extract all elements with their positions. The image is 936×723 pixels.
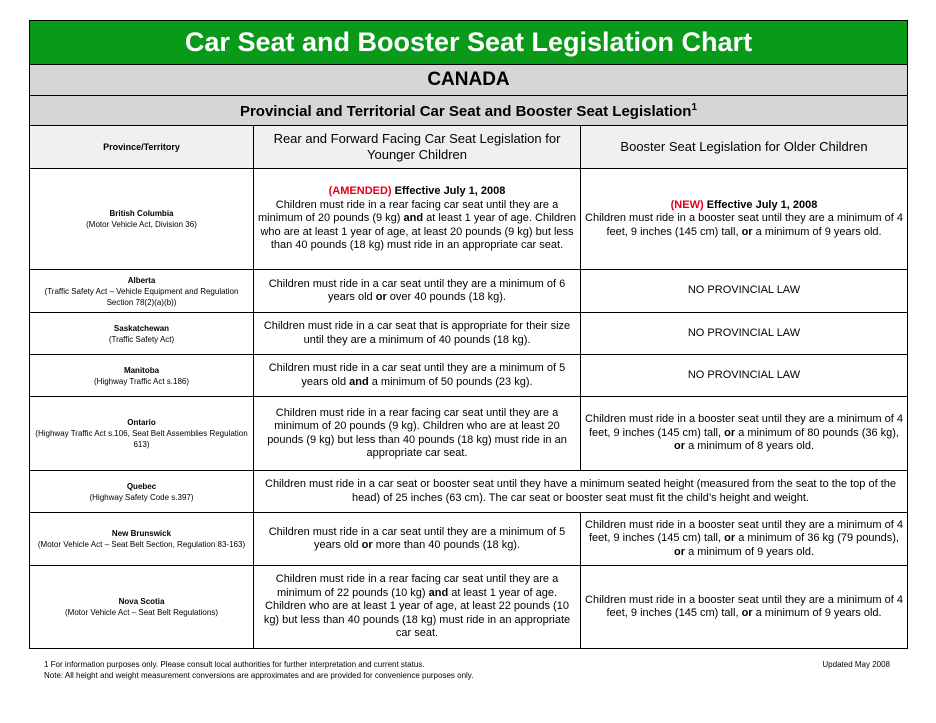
car-seat-text: Children must ride in a rear facing car seat until they are a minimum of 20 pounds (9 kg): [258, 198, 559, 225]
effective-date: Effective July 1, 2008: [706, 198, 818, 211]
province-act: (Highway Traffic Act s.106, Seat Belt Assemblies Regulation 613): [35, 429, 248, 449]
province-cell: [30, 471, 254, 513]
booster-cell: [581, 513, 908, 566]
header-booster: Booster Seat Legislation for Older Children: [581, 126, 908, 169]
booster-text: a minimum of 36 kg (79 pounds),: [738, 532, 899, 545]
car-seat-text: a minimum of 50 pounds (23 kg).: [371, 375, 533, 388]
booster-or: or: [674, 440, 685, 453]
subtitle-text: Provincial and Territorial Car Seat and Booster Seat Legislation: [239, 102, 692, 120]
booster-or: or: [724, 532, 736, 545]
booster-or: or: [741, 607, 753, 619]
province-act: (Motor Vehicle Act, Division 36): [86, 220, 197, 229]
province-cell: [30, 397, 254, 471]
car-seat-cell: Children must ride in a rear facing car seat until they are a minimum of 20 pounds (9 kg). Children who are at least 20 pounds (9 kg) but less than 40 pounds (18 kg) must ride in an appropriate car seat.: [254, 397, 581, 471]
row-new-brunswick: [30, 513, 908, 566]
province-act: (Highway Traffic Act s.186): [94, 376, 189, 386]
legislation-table: [29, 20, 908, 649]
country-row: [30, 65, 908, 96]
car-seat-cell: Children must ride in a car seat that is appropriate for their size until they are a minimum of 40 pounds (18 kg).: [254, 313, 581, 355]
province-name: Ontario: [127, 418, 156, 427]
chart-title: Car Seat and Booster Seat Legislation Chart: [30, 21, 908, 65]
booster-text: a minimum of 9 years old.: [688, 545, 814, 558]
province-act: (Motor Vehicle Act – Seat Belt Section, Regulation 83-163): [37, 540, 246, 549]
title-row: [30, 21, 908, 65]
province-name: New Brunswick: [111, 529, 172, 538]
province-cell: [30, 169, 254, 270]
row-ontario: [30, 397, 908, 471]
car-seat-and: and: [428, 586, 449, 599]
booster-cell: [581, 169, 908, 270]
booster-text: a minimum of 80 pounds (36 kg),: [738, 426, 899, 439]
car-seat-text: at least 1 year of age. Children who are at least 1 year of age, at least 20 pounds (9 kg) but less than 40 pounds (18 kg) must ride in an appropriate car seat.: [260, 212, 576, 252]
booster-text: Children must ride in a booster seat until they are a minimum of 4 feet, 9 inches (145 cm) tall,: [585, 518, 903, 545]
new-tag: (NEW): [670, 198, 704, 211]
updated-date: Updated May 2008: [822, 660, 890, 669]
car-seat-text: over 40 pounds (18 kg).: [389, 291, 506, 303]
row-nova-scotia: [30, 566, 908, 649]
car-seat-and: and: [349, 375, 369, 388]
province-cell: [30, 566, 254, 649]
car-seat-text: more than 40 pounds (18 kg).: [375, 539, 521, 551]
car-seat-text: Children must ride in a car seat until they are a minimum of 5 years old: [268, 362, 566, 388]
car-seat-cell: [254, 270, 581, 313]
car-seat-text: Children must ride in a rear facing car seat until they are a minimum of 22 pounds (10 kg): [275, 573, 559, 599]
province-act: (Motor Vehicle Act – Seat Belt Regulations): [65, 608, 218, 617]
footnote-note: Note: All height and weight measurement conversions are approximates and are provided for convenience purposes only.: [44, 671, 474, 680]
booster-cell: [581, 566, 908, 649]
province-cell: [30, 513, 254, 566]
booster-cell: NO PROVINCIAL LAW: [581, 270, 908, 313]
province-cell: [30, 313, 254, 355]
province-cell: [30, 270, 254, 313]
row-alberta: [30, 270, 908, 313]
car-seat-cell: [254, 513, 581, 566]
car-seat-text: at least 1 year of age. Children who are at least 1 year of age, at least 22 pounds (10 kg) but less than 40 pounds (18 kg) must ride in an appropriate car seat.: [263, 586, 571, 640]
effective-date: Effective July 1, 2008: [394, 185, 506, 198]
booster-cell: NO PROVINCIAL LAW: [581, 313, 908, 355]
country-heading: CANADA: [30, 65, 908, 96]
car-seat-text: Children must ride in a car seat until they are a minimum of 5 years old: [268, 525, 566, 551]
footer-notes: [44, 659, 890, 681]
booster-text: a minimum of 9 years old.: [755, 225, 882, 238]
amended-tag: (AMENDED): [328, 185, 392, 198]
province-name: Quebec: [126, 481, 157, 491]
booster-text: a minimum of 8 years old.: [688, 440, 814, 453]
column-header-row: [30, 126, 908, 169]
subtitle-row: [30, 96, 908, 126]
subtitle-footnote-mark: 1: [691, 101, 698, 113]
combined-law-cell: Children must ride in a car seat or booster seat until they have a minimum seated height (measured from the seat to the top of the head) of 25 inches (63 cm). The car seat or booster seat must fit the child’s height and weight.: [254, 471, 908, 513]
booster-text: Children must ride in a booster seat until they are a minimum of 4 feet, 9 inches (145 cm) tall,: [585, 212, 903, 238]
car-seat-cell: [254, 169, 581, 270]
row-saskatchewan: [30, 313, 908, 355]
car-seat-cell: [254, 566, 581, 649]
row-quebec: [30, 471, 908, 513]
booster-cell: [581, 397, 908, 471]
province-name: Nova Scotia: [118, 597, 165, 606]
province-act: (Traffic Safety Act): [108, 334, 175, 344]
car-seat-and: and: [403, 212, 424, 225]
header-car-seat: Rear and Forward Facing Car Seat Legislation for Younger Children: [254, 126, 581, 169]
province-cell: [30, 355, 254, 397]
province-name: British Columbia: [109, 209, 174, 218]
car-seat-or: or: [361, 539, 373, 551]
booster-text: a minimum of 9 years old.: [755, 607, 882, 619]
province-act: (Traffic Safety Act – Vehicle Equipment and Regulation Section 78(2)(a)(b)): [44, 286, 239, 307]
car-seat-text: Children must ride in a car seat until they are a minimum of 6 years old: [268, 277, 566, 303]
row-manitoba: [30, 355, 908, 397]
province-name: Manitoba: [123, 365, 160, 375]
footnote-1: 1 For information purposes only. Please consult local authorities for further interpretation and current status.: [44, 660, 425, 669]
booster-or: or: [741, 225, 753, 238]
subtitle: [30, 96, 908, 126]
booster-or: or: [724, 426, 736, 439]
province-name: Alberta: [127, 275, 156, 285]
booster-text: Children must ride in a booster seat until they are a minimum of 4 feet, 9 inches (145 cm) tall,: [585, 413, 903, 439]
booster-or: or: [674, 545, 685, 558]
province-name: Saskatchewan: [113, 323, 170, 333]
booster-cell: NO PROVINCIAL LAW: [581, 355, 908, 397]
car-seat-cell: [254, 355, 581, 397]
header-province: Province/Territory: [30, 126, 254, 169]
car-seat-or: or: [375, 291, 387, 303]
legislation-chart: [29, 20, 907, 649]
province-act: (Highway Safety Code s.397): [89, 492, 194, 502]
booster-text: Children must ride in a booster seat until they are a minimum of 4 feet, 9 inches (145 cm) tall,: [585, 593, 903, 619]
row-british-columbia: [30, 169, 908, 270]
